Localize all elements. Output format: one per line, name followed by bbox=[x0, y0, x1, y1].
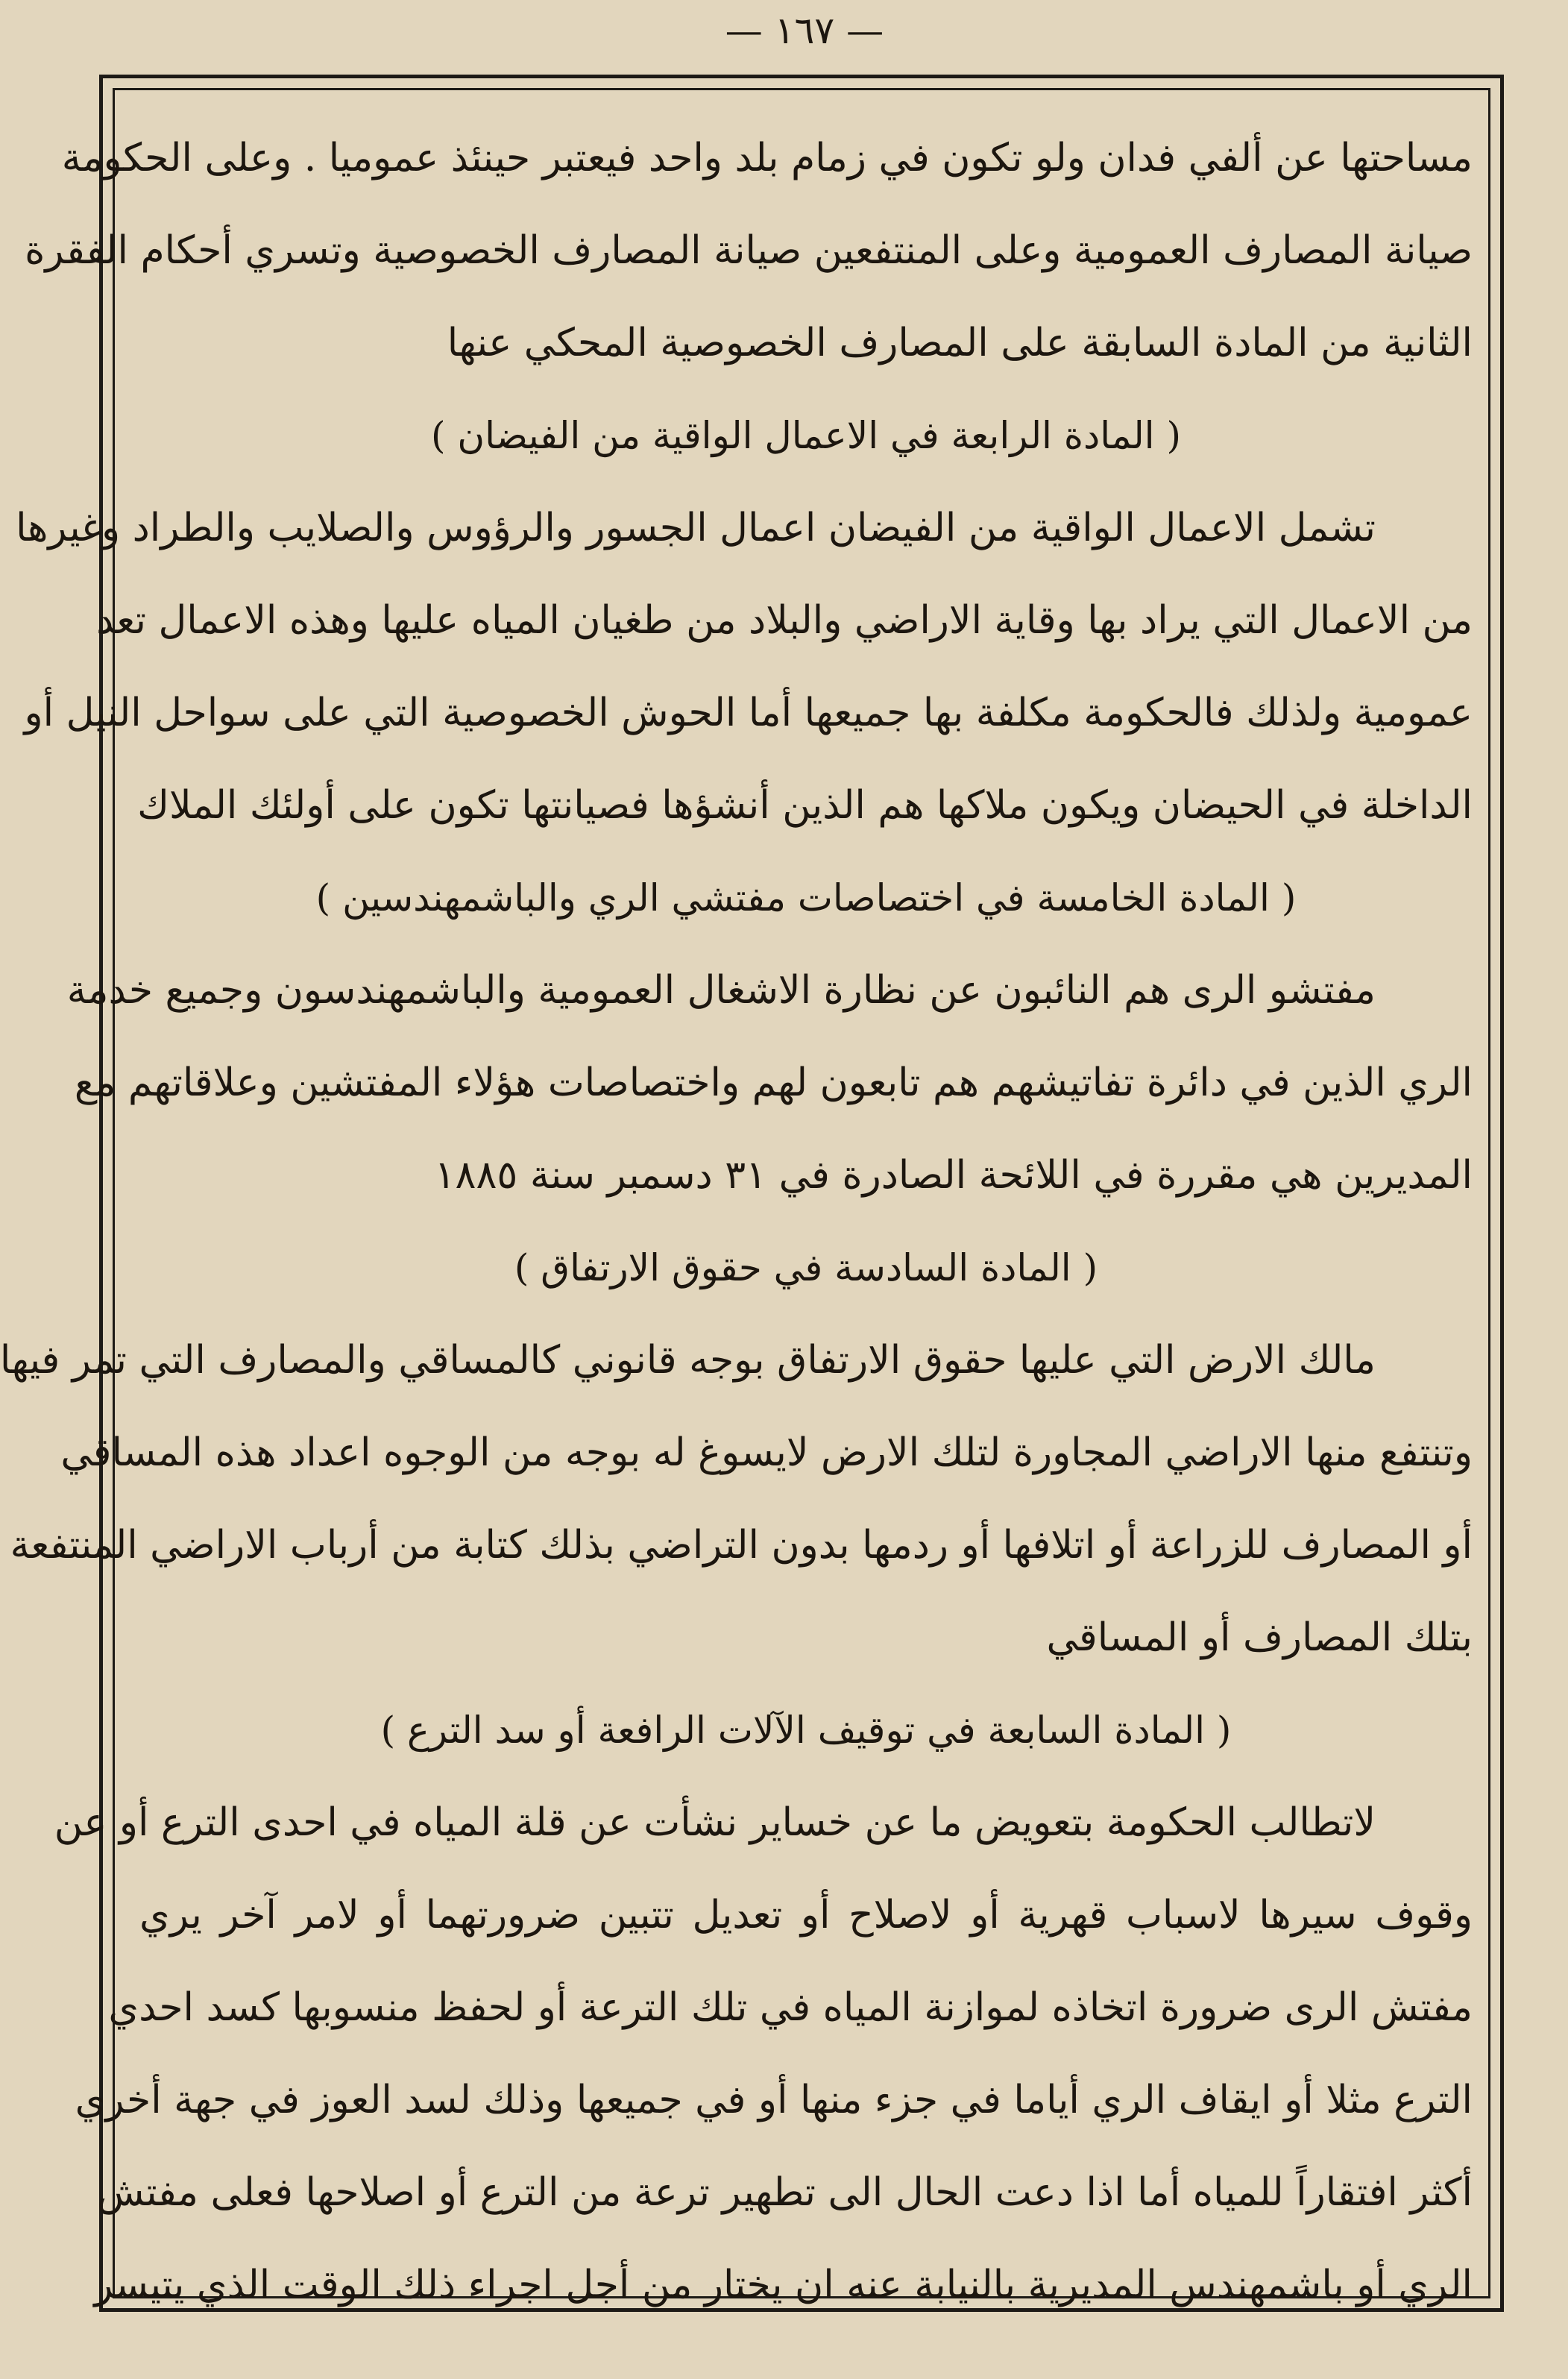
body-line: تشمل الاعمال الواقية من الفيضان اعمال الجسور والرؤوس والصلايب والطراد وغيرها bbox=[16, 506, 1376, 550]
body-line: المديرين هي مقررة في اللائحة الصادرة في ٣١ دسمبر سنة ١٨٨٥ bbox=[434, 1153, 1473, 1198]
body-line: عمومية ولذلك فالحكومة مكلفة بها جميعها أما الحوش الخصوصية التي على سواحل النيل أو bbox=[24, 691, 1473, 735]
page-body bbox=[0, 112, 1473, 2331]
article-6-heading: ( المادة السادسة في حقوق الارتفاق ) bbox=[514, 1246, 1098, 1289]
body-line: وتنتفع منها الاراضي المجاورة لتلك الارض لايسوغ له بوجه من الوجوه اعداد هذه المساقي bbox=[60, 1430, 1473, 1475]
body-line: لاتطالب الحكومة بتعويض ما عن خساير نشأت عن قلة المياه في احدى الترع أو عن bbox=[54, 1800, 1376, 1845]
body-line: بتلك المصارف أو المساقي bbox=[1046, 1615, 1473, 1660]
body-line: الداخلة في الحيضان ويكون ملاكها هم الذين أنشؤها فصيانتها تكون على أولئك الملاك bbox=[137, 783, 1473, 828]
body-line: الري الذين في دائرة تفاتيشهم هم تابعون لهم واختصاصات هؤلاء المفتشين وعلاقاتهم مع bbox=[74, 1060, 1473, 1105]
body-line: أكثر افتقاراً للمياه أما اذا دعت الحال الى تطهير ترعة من الترع أو اصلاحها فعلى مفتش bbox=[96, 2170, 1473, 2215]
body-line: الري أو باشمهندس المديرية بالنيابة عنه ان يختار من أجل اجراء ذلك الوقت الذي يتيسر bbox=[94, 2263, 1473, 2307]
body-line: وقوف سيرها لاسباب قهرية أو لاصلاح أو تعديل تتبين ضرورتهما أو لامر آخر يري bbox=[139, 1893, 1473, 1938]
body-line: الترع مثلا أو ايقاف الري أياما في جزء منها أو في جميعها وذلك لسد العوز في جهة أخري bbox=[75, 2078, 1473, 2122]
body-line: من الاعمال التي يراد بها وقاية الاراضي والبلاد من طغيان المياه عليها وهذه الاعمال تعد bbox=[96, 598, 1473, 643]
body-line: مالك الارض التي عليها حقوق الارتفاق بوجه قانوني كالمساقي والمصارف التي تمر فيها bbox=[0, 1338, 1376, 1383]
article-4-heading: ( المادة الرابعة في الاعمال الواقية من الفيضان ) bbox=[431, 414, 1181, 457]
body-line: أو المصارف للزراعة أو اتلافها أو ردمها بدون التراضي بذلك كتابة من أرباب الاراضي المنتفعة bbox=[10, 1523, 1473, 1568]
body-line: صيانة المصارف العمومية وعلى المنتفعين صيانة المصارف الخصوصية وتسري أحكام الفقرة bbox=[25, 228, 1473, 273]
article-7-heading: ( المادة السابعة في توقيف الآلات الرافعة أو سد الترع ) bbox=[380, 1709, 1232, 1752]
body-line: مساحتها عن ألفي فدان ولو تكون في زمام بلد واحد فيعتبر حينئذ عموميا . وعلى الحكومة bbox=[61, 136, 1473, 180]
body-line: مفتشو الرى هم النائبون عن نظارة الاشغال العمومية والباشمهندسون وجميع خدمة bbox=[66, 968, 1376, 1013]
body-line: الثانية من المادة السابقة على المصارف الخصوصية المحكي عنها bbox=[447, 321, 1473, 365]
body-line: مفتش الرى ضرورة اتخاذه لموازنة المياه في تلك الترعة أو لحفظ منسوبها كسد احدي bbox=[108, 1985, 1473, 2030]
article-5-heading: ( المادة الخامسة في اختصاصات مفتشي الري والباشمهندسين ) bbox=[315, 876, 1297, 920]
page-number: — ١٦٧ — bbox=[725, 9, 884, 52]
